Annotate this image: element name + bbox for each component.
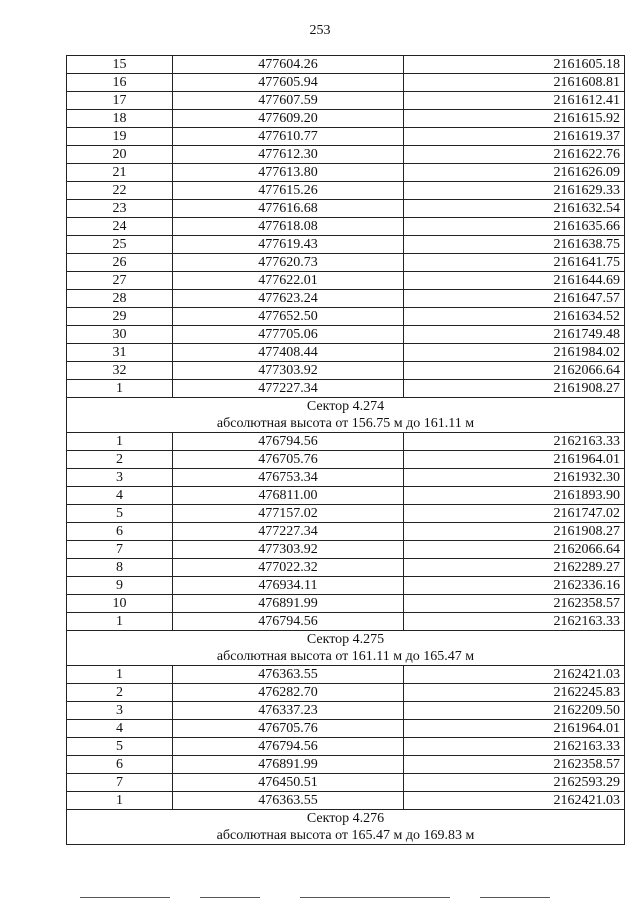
x-coordinate-cell: 476794.56	[173, 433, 404, 451]
x-coordinate-cell: 476891.99	[173, 756, 404, 774]
y-coordinate-cell: 2161605.18	[404, 56, 625, 74]
x-coordinate-cell: 477623.24	[173, 290, 404, 308]
table-row	[67, 326, 625, 344]
point-number-cell: 3	[67, 702, 173, 720]
point-number-cell: 4	[67, 720, 173, 738]
y-coordinate-cell: 2162066.64	[404, 541, 625, 559]
x-coordinate-cell: 477605.94	[173, 74, 404, 92]
y-coordinate-cell: 2161647.57	[404, 290, 625, 308]
point-number-cell: 29	[67, 308, 173, 326]
point-number-cell: 9	[67, 577, 173, 595]
table-row	[67, 92, 625, 110]
x-coordinate-cell: 476794.56	[173, 613, 404, 631]
y-coordinate-cell: 2161615.92	[404, 110, 625, 128]
sector-title: Сектор 4.276	[306, 811, 385, 826]
y-coordinate-cell: 2162066.64	[404, 362, 625, 380]
x-coordinate-cell: 476337.23	[173, 702, 404, 720]
y-coordinate-cell: 2162421.03	[404, 792, 625, 810]
table-row	[67, 720, 625, 738]
point-number-cell: 26	[67, 254, 173, 272]
point-number-cell: 2	[67, 451, 173, 469]
y-coordinate-cell: 2161747.02	[404, 505, 625, 523]
sector-altitude: абсолютная высота от 165.47 м до 169.83 м	[216, 828, 475, 843]
y-coordinate-cell: 2161632.54	[404, 200, 625, 218]
x-coordinate-cell: 476363.55	[173, 792, 404, 810]
y-coordinate-cell: 2161644.69	[404, 272, 625, 290]
y-coordinate-cell: 2161964.01	[404, 451, 625, 469]
sector-altitude: абсолютная высота от 161.11 м до 165.47 м	[216, 649, 475, 664]
y-coordinate-cell: 2162358.57	[404, 595, 625, 613]
sector-altitude: абсолютная высота от 156.75 м до 161.11 м	[216, 416, 475, 431]
page-number: 253	[309, 23, 331, 38]
point-number-cell: 16	[67, 74, 173, 92]
y-coordinate-cell: 2161634.52	[404, 308, 625, 326]
point-number-cell: 7	[67, 541, 173, 559]
table-row	[67, 469, 625, 487]
table-row	[67, 236, 625, 254]
x-coordinate-cell: 477609.20	[173, 110, 404, 128]
y-coordinate-cell: 2161619.37	[404, 128, 625, 146]
x-coordinate-cell: 477610.77	[173, 128, 404, 146]
table-row	[67, 110, 625, 128]
x-coordinate-cell: 477607.59	[173, 92, 404, 110]
coordinates-table	[66, 55, 625, 845]
y-coordinate-cell: 2162163.33	[404, 738, 625, 756]
table-row	[67, 559, 625, 577]
y-coordinate-cell: 2161608.81	[404, 74, 625, 92]
table-row	[67, 344, 625, 362]
table-row	[67, 756, 625, 774]
point-number-cell: 1	[67, 433, 173, 451]
point-number-cell: 5	[67, 505, 173, 523]
table-row	[67, 164, 625, 182]
y-coordinate-cell: 2161964.01	[404, 720, 625, 738]
point-number-cell: 25	[67, 236, 173, 254]
x-coordinate-cell: 477303.92	[173, 362, 404, 380]
table-row	[67, 146, 625, 164]
point-number-cell: 27	[67, 272, 173, 290]
x-coordinate-cell: 476891.99	[173, 595, 404, 613]
y-coordinate-cell: 2162163.33	[404, 613, 625, 631]
y-coordinate-cell: 2162358.57	[404, 756, 625, 774]
point-number-cell: 24	[67, 218, 173, 236]
y-coordinate-cell: 2162336.16	[404, 577, 625, 595]
point-number-cell: 8	[67, 559, 173, 577]
x-coordinate-cell: 476811.00	[173, 487, 404, 505]
table-row	[67, 254, 625, 272]
table-row	[67, 56, 625, 74]
y-coordinate-cell: 2161635.66	[404, 218, 625, 236]
x-coordinate-cell: 476753.34	[173, 469, 404, 487]
y-coordinate-cell: 2162245.83	[404, 684, 625, 702]
table-row	[67, 308, 625, 326]
sector-header	[67, 398, 625, 433]
y-coordinate-cell: 2161893.90	[404, 487, 625, 505]
x-coordinate-cell: 477620.73	[173, 254, 404, 272]
x-coordinate-cell: 477619.43	[173, 236, 404, 254]
y-coordinate-cell: 2161622.76	[404, 146, 625, 164]
point-number-cell: 21	[67, 164, 173, 182]
x-coordinate-cell: 477227.34	[173, 380, 404, 398]
sector-header	[67, 810, 625, 845]
table-row	[67, 218, 625, 236]
point-number-cell: 6	[67, 756, 173, 774]
table-row	[67, 128, 625, 146]
x-coordinate-cell: 477303.92	[173, 541, 404, 559]
x-coordinate-cell: 476450.51	[173, 774, 404, 792]
sector-header	[67, 631, 625, 666]
table-row	[67, 362, 625, 380]
table-row	[67, 200, 625, 218]
table-row	[67, 774, 625, 792]
point-number-cell: 1	[67, 792, 173, 810]
x-coordinate-cell: 476282.70	[173, 684, 404, 702]
y-coordinate-cell: 2162289.27	[404, 559, 625, 577]
table-row	[67, 738, 625, 756]
scan-edge-artifact	[0, 897, 640, 905]
x-coordinate-cell: 477618.08	[173, 218, 404, 236]
point-number-cell: 2	[67, 684, 173, 702]
table-row	[67, 182, 625, 200]
point-number-cell: 1	[67, 380, 173, 398]
point-number-cell: 22	[67, 182, 173, 200]
y-coordinate-cell: 2162421.03	[404, 666, 625, 684]
table-row	[67, 380, 625, 398]
point-number-cell: 30	[67, 326, 173, 344]
y-coordinate-cell: 2161932.30	[404, 469, 625, 487]
y-coordinate-cell: 2161749.48	[404, 326, 625, 344]
table-row	[67, 684, 625, 702]
table-row	[67, 272, 625, 290]
coordinates-table-body	[67, 56, 625, 845]
point-number-cell: 31	[67, 344, 173, 362]
point-number-cell: 1	[67, 613, 173, 631]
point-number-cell: 28	[67, 290, 173, 308]
point-number-cell: 4	[67, 487, 173, 505]
table-row	[67, 702, 625, 720]
table-row	[67, 595, 625, 613]
y-coordinate-cell: 2161612.41	[404, 92, 625, 110]
point-number-cell: 3	[67, 469, 173, 487]
point-number-cell: 10	[67, 595, 173, 613]
x-coordinate-cell: 477652.50	[173, 308, 404, 326]
x-coordinate-cell: 476934.11	[173, 577, 404, 595]
y-coordinate-cell: 2162593.29	[404, 774, 625, 792]
table-row	[67, 505, 625, 523]
x-coordinate-cell: 477615.26	[173, 182, 404, 200]
x-coordinate-cell: 476363.55	[173, 666, 404, 684]
point-number-cell: 20	[67, 146, 173, 164]
sector-header-row	[67, 810, 625, 845]
table-row	[67, 74, 625, 92]
table-row	[67, 433, 625, 451]
x-coordinate-cell: 477616.68	[173, 200, 404, 218]
point-number-cell: 17	[67, 92, 173, 110]
point-number-cell: 5	[67, 738, 173, 756]
point-number-cell: 19	[67, 128, 173, 146]
y-coordinate-cell: 2162209.50	[404, 702, 625, 720]
sector-title: Сектор 4.275	[306, 632, 385, 647]
sector-header-row	[67, 631, 625, 666]
sector-title: Сектор 4.274	[306, 399, 385, 414]
table-row	[67, 523, 625, 541]
table-row	[67, 577, 625, 595]
x-coordinate-cell: 477604.26	[173, 56, 404, 74]
table-row	[67, 666, 625, 684]
x-coordinate-cell: 477022.32	[173, 559, 404, 577]
x-coordinate-cell: 477612.30	[173, 146, 404, 164]
y-coordinate-cell: 2161638.75	[404, 236, 625, 254]
x-coordinate-cell: 477622.01	[173, 272, 404, 290]
point-number-cell: 18	[67, 110, 173, 128]
point-number-cell: 1	[67, 666, 173, 684]
y-coordinate-cell: 2161626.09	[404, 164, 625, 182]
point-number-cell: 15	[67, 56, 173, 74]
x-coordinate-cell: 476705.76	[173, 451, 404, 469]
y-coordinate-cell: 2161908.27	[404, 523, 625, 541]
table-row	[67, 792, 625, 810]
table-row	[67, 613, 625, 631]
y-coordinate-cell: 2161641.75	[404, 254, 625, 272]
y-coordinate-cell: 2161629.33	[404, 182, 625, 200]
table-row	[67, 541, 625, 559]
point-number-cell: 7	[67, 774, 173, 792]
y-coordinate-cell: 2161984.02	[404, 344, 625, 362]
sector-header-row	[67, 398, 625, 433]
y-coordinate-cell: 2161908.27	[404, 380, 625, 398]
x-coordinate-cell: 477408.44	[173, 344, 404, 362]
x-coordinate-cell: 477705.06	[173, 326, 404, 344]
table-row	[67, 487, 625, 505]
x-coordinate-cell: 477157.02	[173, 505, 404, 523]
y-coordinate-cell: 2162163.33	[404, 433, 625, 451]
point-number-cell: 23	[67, 200, 173, 218]
table-row	[67, 451, 625, 469]
point-number-cell: 32	[67, 362, 173, 380]
x-coordinate-cell: 477613.80	[173, 164, 404, 182]
point-number-cell: 6	[67, 523, 173, 541]
table-row	[67, 290, 625, 308]
x-coordinate-cell: 476794.56	[173, 738, 404, 756]
x-coordinate-cell: 476705.76	[173, 720, 404, 738]
x-coordinate-cell: 477227.34	[173, 523, 404, 541]
